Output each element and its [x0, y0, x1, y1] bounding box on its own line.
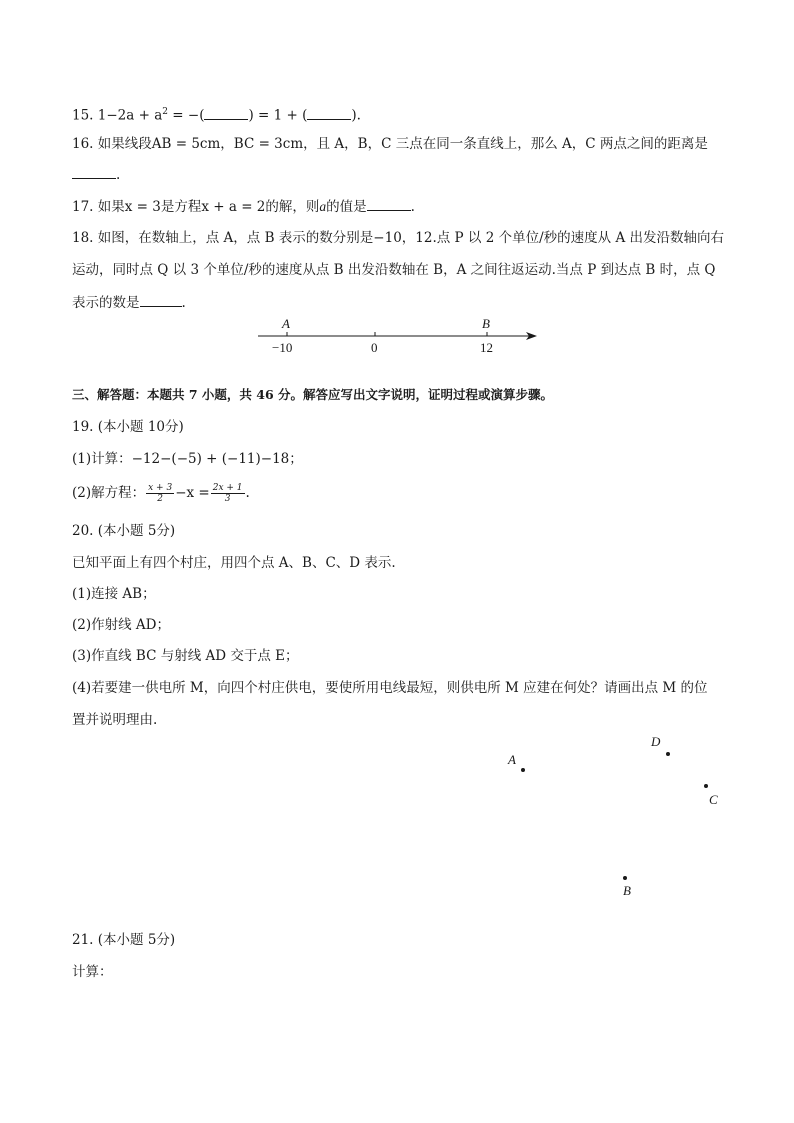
question-15: [72, 103, 361, 125]
number-line-figure: [250, 312, 550, 362]
q19-end: .: [245, 485, 250, 501]
point-a-dot: [521, 768, 525, 772]
q20-part4-line1: (4)若要建一供电所 M，向四个村庄供电，要使所用电线最短，则供电所 M 应建在何处？请画出点 M 的位: [72, 680, 708, 696]
tick-label-b: 12: [480, 340, 493, 355]
q19-part1: (1)计算：−12−(−5) + (−11)−18；: [72, 451, 303, 467]
q16-blank[interactable]: [72, 165, 116, 179]
point-b-label: B: [482, 316, 490, 331]
village-c-label: C: [709, 792, 718, 807]
q19-frac1-den: 2: [157, 494, 164, 504]
point-b-dot: [623, 876, 627, 880]
section-3-title: 三、解答题：本题共 7 小题，共 46 分。解答应写出文字说明，证明过程或演算步骤。: [72, 387, 554, 402]
question-18-line1: [72, 229, 724, 247]
q21-header: 21. (本小题 5分): [72, 932, 176, 948]
tick-label-a: −10: [272, 340, 293, 355]
q16-line1: 16. 如果线段AB = 5cm，BC = 3cm，且 A，B，C 三点在同一条直线上，那么 A，C 两点之间的距离是: [72, 136, 708, 152]
question-18-line3: [72, 293, 186, 312]
q18-line1: 18. 如图，在数轴上，点 A，点 B 表示的数分别是−10，12.点 P 以 2 个单位/秒的速度从 A 出发沿数轴向右: [72, 230, 724, 246]
question-16-line2: [72, 165, 120, 184]
q17-middle: 的值是: [326, 199, 367, 215]
q18-blank[interactable]: [140, 293, 182, 307]
q15-end: ).: [351, 107, 361, 124]
q20-part2: (2)作射线 AD；: [72, 617, 170, 633]
q17-blank[interactable]: [367, 197, 411, 211]
tick-label-zero: 0: [371, 340, 378, 355]
point-a-label: A: [282, 316, 290, 331]
q18-line3-prefix: 表示的数是: [72, 295, 140, 311]
q17-prefix: 17. 如果x = 3是方程x + a = 2的解，则: [72, 199, 320, 215]
point-c-dot: [704, 784, 708, 788]
village-a-label: A: [508, 752, 516, 767]
q20-part1: (1)连接 AB；: [72, 586, 156, 602]
q15-mid: = −(: [167, 107, 205, 124]
point-d-dot: [666, 752, 670, 756]
q16-line2-end: .: [116, 167, 121, 183]
q15-blank-2[interactable]: [307, 106, 351, 120]
village-d-label: D: [651, 734, 661, 749]
q19-part2: [72, 483, 250, 504]
q19-frac2-den: 3: [224, 494, 231, 504]
q15-blank-1[interactable]: [204, 106, 248, 120]
q15-mid2: ) = 1 + (: [248, 107, 308, 124]
q15-sup: 2: [162, 107, 168, 117]
q19-header: 19. (本小题 10分): [72, 419, 184, 435]
question-17: [72, 197, 415, 216]
q20-header: 20. (本小题 5分): [72, 523, 176, 539]
question-16: [72, 135, 708, 153]
q19-fraction-1: [146, 483, 174, 504]
q19-mid: −x =: [175, 485, 210, 501]
q17-end: .: [410, 199, 415, 215]
q18-line2: 运动，同时点 Q 以 3 个单位/秒的速度从点 B 出发沿数轴在 B，A 之间往返运动.当点 P 到达点 B 时，点 Q: [72, 262, 716, 278]
q20-part3: (3)作直线 BC 与射线 AD 交于点 E；: [72, 648, 299, 664]
q15-prefix: 15. 1−2a + a: [72, 107, 163, 124]
q20-intro: 已知平面上有四个村庄，用四个点 A、B、C、D 表示.: [72, 555, 396, 571]
village-b-label: B: [623, 883, 631, 898]
q20-part4-line2: 置并说明理由.: [72, 712, 158, 728]
q18-line3-end: .: [181, 295, 186, 311]
q19-frac2-num: 2x + 1: [212, 483, 243, 493]
q17-var: a: [319, 199, 327, 214]
q19-part2-prefix: (2)解方程：: [72, 485, 146, 501]
villages-figure: [500, 730, 740, 900]
question-18-line2: [72, 261, 715, 279]
q21-body: 计算：: [72, 964, 113, 980]
q19-fraction-2: [211, 483, 245, 504]
q19-frac1-num: x + 3: [148, 483, 173, 493]
